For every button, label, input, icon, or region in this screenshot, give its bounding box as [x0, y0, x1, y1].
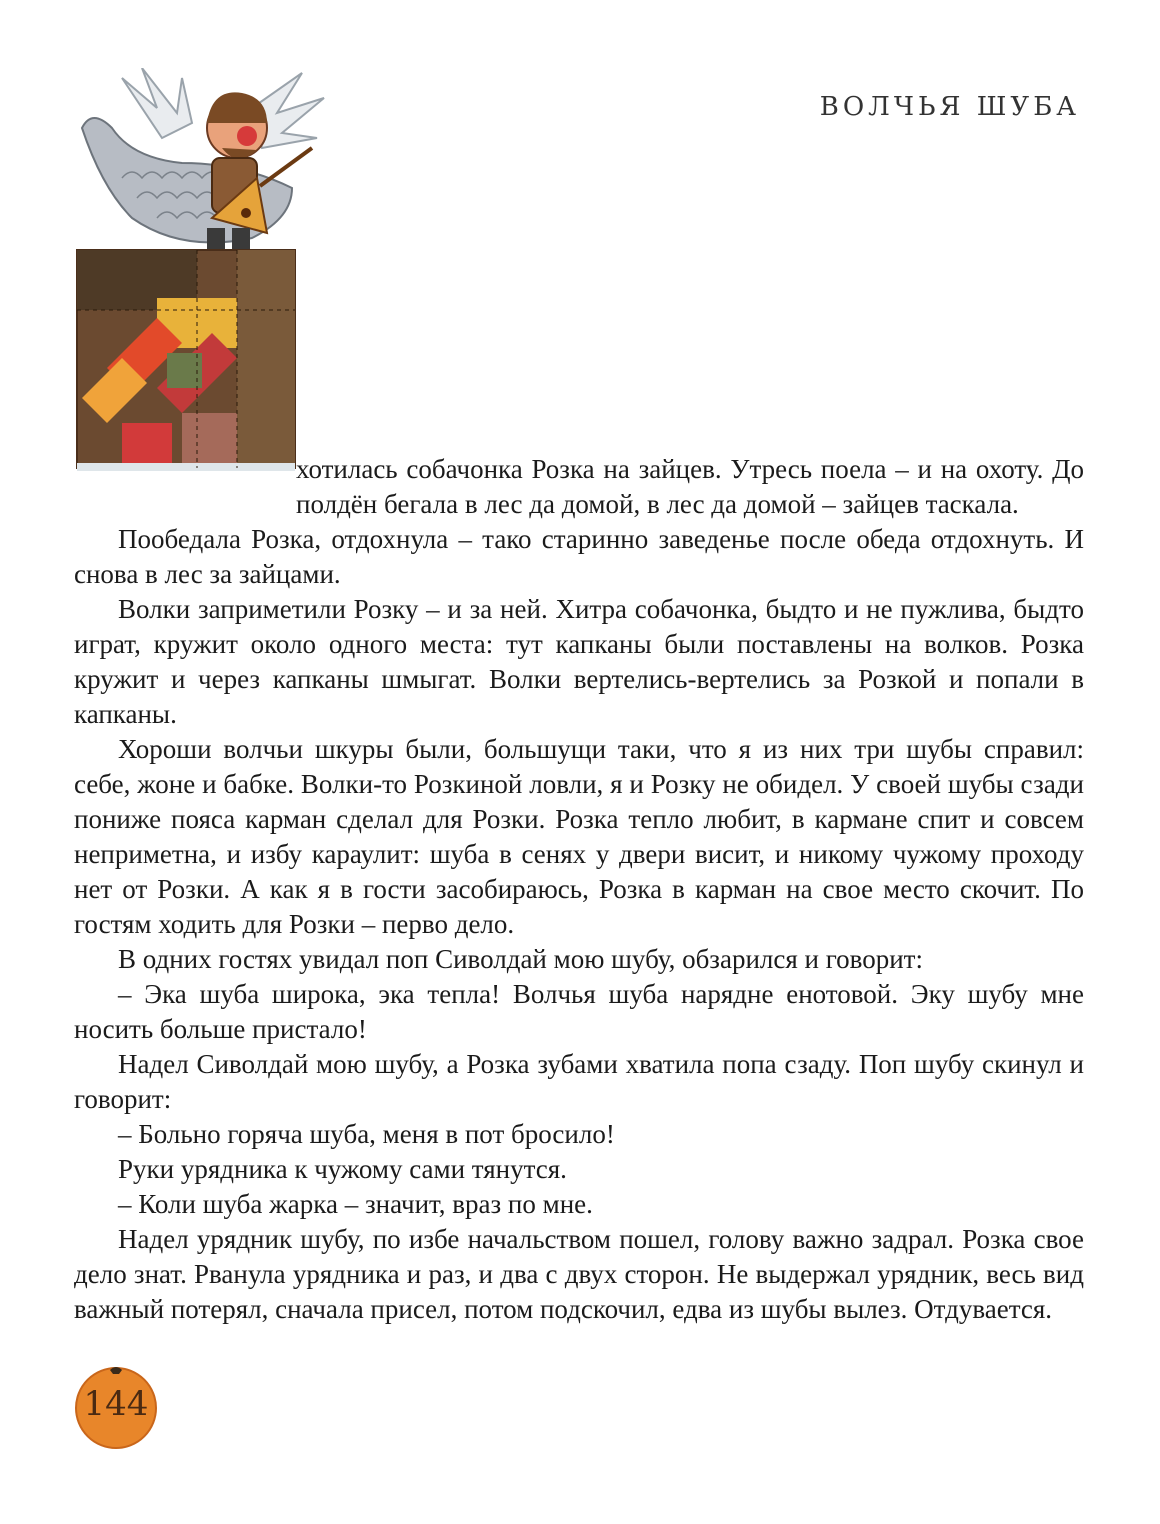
- paragraph: – Коли шуба жарка – значит, враз по мне.: [118, 1189, 593, 1219]
- winged-fish-musician-icon: [62, 68, 332, 476]
- paragraph: Руки урядника к чужому сами тянутся.: [118, 1154, 567, 1184]
- paragraph: Волки заприметили Розку – и за ней. Хитра собачонка, быдто и не пужлива, быдто играт, кружит около одного места: тут капканы были поставлены на волков. Розка кружит и через капканы шмыгат. Волки вертелись-вертелись за Розкой и попали в капканы.: [74, 594, 1084, 729]
- paragraph: Хороши волчьи шкуры были, большущи таки, что я из них три шубы справил: себе, жоне и бабке. Волки-то Розкиной ловли, я и Розку не обидел. У своей шубы сзади пониже пояса карман сделал для Розки. Розка тепло любит, в кармане спит и совсем неприметна, и избу караулит: шуба в сенях у двери висит, и никому чужому проходу нет от Розки. А как я в гости засобираюсь, Розка в карман на свое место скочит. По гостям ходить для Розки – перво дело.: [74, 734, 1084, 939]
- paragraph: Пообедала Розка, отдохнула – тако старинно заведенье после обеда отдохнуть. И снова в лес за зайцами.: [74, 524, 1084, 589]
- paragraph: хотилась собачонка Розка на зайцев. Утресь поела – и на охоту. До полдён бегала в лес да домой, в лес да домой – зайцев таскала.: [296, 454, 1084, 519]
- story-text: [74, 452, 1084, 1327]
- paragraph: – Больно горяча шуба, меня в пот бросило!: [118, 1119, 615, 1149]
- page-number-badge: [72, 1362, 160, 1450]
- page-number: 144: [83, 1384, 149, 1424]
- paragraph: – Эка шуба широка, эка тепла! Волчья шуба нарядне енотовой. Эку шубу мне носить больше пристало!: [74, 979, 1084, 1044]
- paragraph: Надел Сиволдай мою шубу, а Розка зубами хватила попа сзаду. Поп шубу скинул и говорит:: [74, 1049, 1084, 1114]
- paragraph: В одних гостях увидал поп Сиволдай мою шубу, обзарился и говорит:: [118, 944, 923, 974]
- paragraph: Надел урядник шубу, по избе начальством пошел, голову важно задрал. Розка свое дело знат. Рванула урядника и раз, и два с двух сторон. Не выдержал урядник, весь вид важный потерял, сначала присел, потом подскочил, едва из шубы вылез. Отдувается.: [74, 1224, 1084, 1324]
- running-title: ВОЛЧЬЯ ШУБА: [819, 92, 1080, 122]
